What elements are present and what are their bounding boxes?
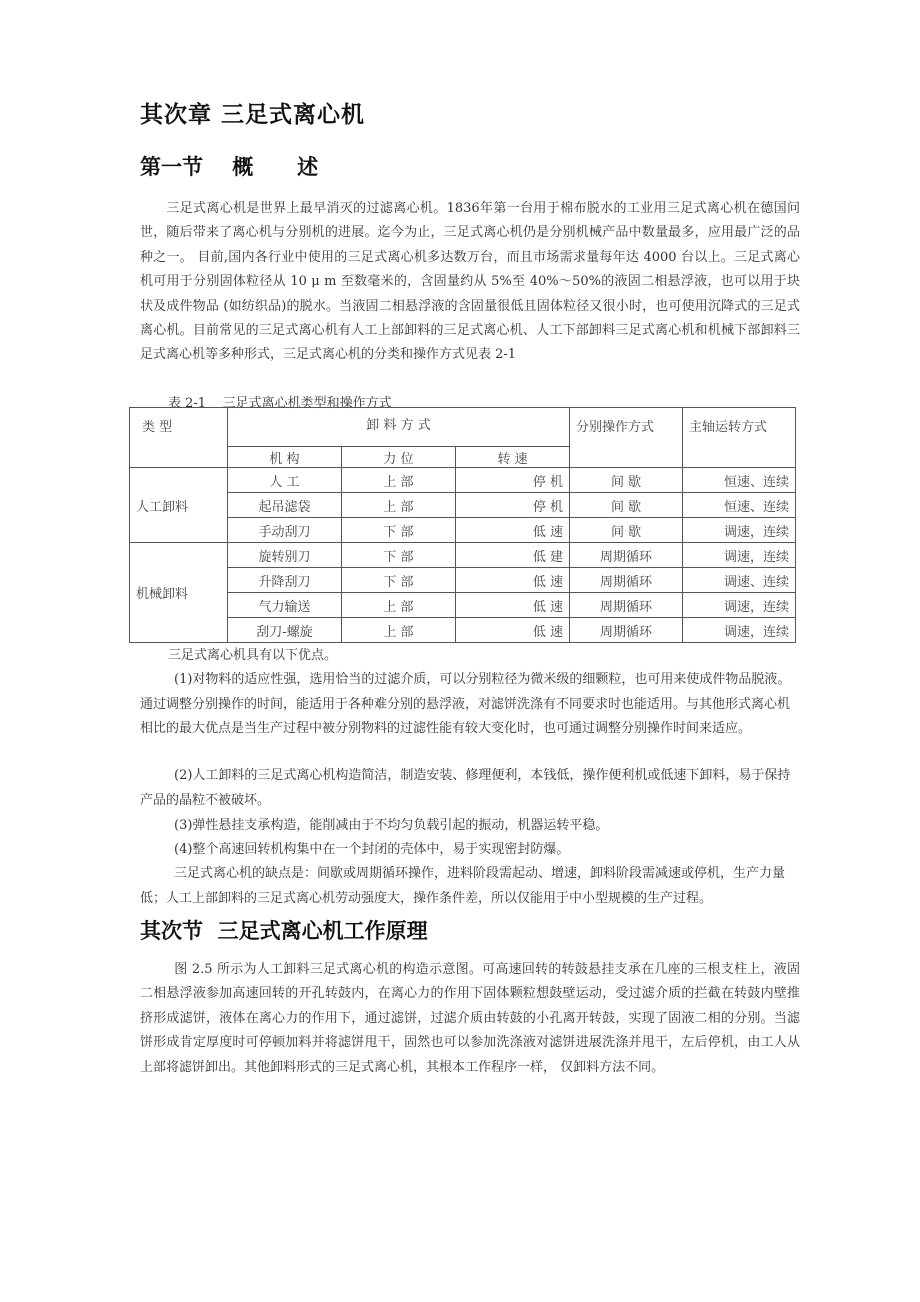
header-spindle: 主轴运转方式 bbox=[683, 408, 796, 468]
advantage-item bbox=[140, 668, 800, 742]
cell-spindle: 调速，连续 bbox=[683, 543, 796, 568]
cell-spindle: 调速，连续 bbox=[683, 518, 796, 543]
table-row bbox=[130, 618, 796, 643]
cell-separation: 周期循环 bbox=[570, 593, 683, 618]
principle-paragraph bbox=[140, 958, 800, 1080]
cell-rotation: 低 速 bbox=[456, 593, 570, 618]
section-title-principle: 其次节 三足式离心机工作原理 bbox=[140, 918, 428, 943]
advantage-text: (3)弹性悬挂支承构造，能削减由于不均匀负载引起的振动，机器运转平稳。 bbox=[174, 818, 609, 833]
cell-position: 下 部 bbox=[342, 568, 456, 593]
cell-separation: 间 歇 bbox=[570, 493, 683, 518]
cell-position: 上 部 bbox=[342, 493, 456, 518]
cell-mechanism: 人 工 bbox=[228, 468, 342, 493]
cell-position: 上 部 bbox=[342, 468, 456, 493]
cell-position: 下 部 bbox=[342, 543, 456, 568]
cell-separation: 间 歇 bbox=[570, 468, 683, 493]
table-row bbox=[130, 518, 796, 543]
section-title-overview: 第一节 概 述 bbox=[140, 154, 319, 179]
cell-position: 下 部 bbox=[342, 518, 456, 543]
cell-separation: 周期循环 bbox=[570, 543, 683, 568]
advantage-item bbox=[140, 764, 800, 813]
principle-text: 图 2.5 所示为人工卸料三足式离心机的构造示意图。可高速回转的转鼓悬挂支承在几座的三根支柱上，液固二相悬浮液参加高速回转的开孔转鼓内，在离心力的作用下固体颗粒想鼓壁运动，受过滤介质的拦截在转鼓内壁推挤形成滤饼，液体在离心力的作用下，通过滤饼，过滤介质由转鼓的小孔离开转鼓，实现了固液二相的分别。当滤饼形成肯定厚度时可停顿加料并将滤饼甩干，固然也可以参加洗涤液对滤饼进展洗涤并甩干，左后停机，由工人从上部将滤饼卸出。其他卸料形式的三足式离心机，其根本工作程序一样， 仅卸料方法不同。 bbox=[140, 962, 800, 1075]
cell-separation: 间 歇 bbox=[570, 518, 683, 543]
table-row bbox=[130, 568, 796, 593]
cell-mechanism: 手动刮刀 bbox=[228, 518, 342, 543]
disadvantages-text: 三足式离心机的缺点是：间歇或周期循环操作，进料阶段需起动、增速，卸料阶段需减速或停机，生产力量低；人工上部卸料的三足式离心机劳动强度大，操作条件差，所以仅能用于中小型规模的生产过程。 bbox=[140, 866, 786, 906]
table-row bbox=[130, 468, 796, 493]
table-caption: 表 2-1 三足式离心机类型和操作方式 bbox=[168, 396, 392, 411]
cell-rotation: 停 机 bbox=[456, 468, 570, 493]
advantage-text: (2)人工卸料的三足式离心机构造简洁，制造安装、修理便利，本钱低，操作便利机或低速下卸料，易于保持产品的晶粒不被破坏。 bbox=[140, 768, 791, 808]
table-header-row bbox=[130, 408, 796, 447]
disadvantages-paragraph bbox=[140, 862, 800, 911]
intro-paragraph bbox=[140, 197, 800, 368]
advantages-intro: 三足式离心机具有以下优点。 bbox=[168, 648, 338, 663]
advantage-item bbox=[140, 838, 800, 863]
cell-mechanism: 刮刀-螺旋 bbox=[228, 618, 342, 643]
cell-position: 上 部 bbox=[342, 593, 456, 618]
header-position: 力 位 bbox=[342, 447, 456, 468]
intro-text: 三足式离心机是世界上最早消灭的过滤离心机。1836年第一台用于棉布脱水的工业用三足式离心机在德国问世，随后带来了离心机与分别机的进展。迄今为止，三足式离心机仍是分别机械产品中数量最多，应用最广泛的品种之一。 目前,国内各行业中使用的三足式离心机多达数万台，而且市场需求量每年达 4000 台以上。三足式离心机可用于分别固体粒径从 10 μ m 至数毫米的，含固量约从 5%至 40%～50%的液固二相悬浮液，也可以用于块状及成件物品 (如纺织品)的脱水。当液固二相悬浮液的含固量很低且固体粒径又很小时，也可使用沉降式的三足式离心机。目前常见的三足式离心机有人工上部卸料的三足式离心机、人工下部卸料三足式离心机和机械下部卸料三足式离心机等多种形式，三足式离心机的分类和操作方式见表 2-1 bbox=[140, 201, 800, 363]
cell-rotation: 停 机 bbox=[456, 493, 570, 518]
cell-separation: 周期循环 bbox=[570, 618, 683, 643]
advantage-item bbox=[140, 814, 800, 839]
cell-spindle: 调速，连续 bbox=[683, 618, 796, 643]
cell-rotation: 低 速 bbox=[456, 568, 570, 593]
cell-mechanism: 起吊滤袋 bbox=[228, 493, 342, 518]
table-row bbox=[130, 593, 796, 618]
table-row bbox=[130, 543, 796, 568]
cell-rotation: 低 建 bbox=[456, 543, 570, 568]
header-mechanism: 机 构 bbox=[228, 447, 342, 468]
cell-spindle: 调速、连续 bbox=[683, 568, 796, 593]
chapter-title: 其次章 三足式离心机 bbox=[140, 101, 366, 128]
header-rotation: 转 速 bbox=[456, 447, 570, 468]
table-row bbox=[130, 493, 796, 518]
cell-spindle: 恒速、连续 bbox=[683, 468, 796, 493]
cell-separation: 周期循环 bbox=[570, 568, 683, 593]
cell-mechanism: 气力输送 bbox=[228, 593, 342, 618]
cell-rotation: 低 速 bbox=[456, 518, 570, 543]
cell-spindle: 恒速、连续 bbox=[683, 493, 796, 518]
group-mechanical: 机械卸料 bbox=[130, 543, 228, 643]
group-manual: 人工卸料 bbox=[130, 468, 228, 543]
cell-spindle: 调速，连续 bbox=[683, 593, 796, 618]
advantage-text: (4)整个高速回转机构集中在一个封闭的壳体中，易于实现密封防爆。 bbox=[174, 842, 570, 857]
advantage-text: (1)对物料的适应性强，选用恰当的过滤介质，可以分别粒径为微米级的细颗粒，也可用来使成件物品脱液。通过调整分别操作的时间，能适用于各种难分别的悬浮液，对滤饼洗涤有不同要求时也能适用。与其他形式离心机相比的最大优点是当生产过程中被分别物料的过滤性能有较大变化时，也可通过调整分别操作时间来适应。 bbox=[140, 672, 791, 736]
cell-position: 上 部 bbox=[342, 618, 456, 643]
cell-mechanism: 升降刮刀 bbox=[228, 568, 342, 593]
centrifuge-types-table bbox=[129, 407, 796, 643]
cell-rotation: 低 速 bbox=[456, 618, 570, 643]
cell-mechanism: 旋转别刀 bbox=[228, 543, 342, 568]
header-separation: 分别操作方式 bbox=[570, 408, 683, 468]
header-discharge: 卸 料 方 式 bbox=[228, 408, 570, 447]
header-type: 类 型 bbox=[130, 408, 228, 468]
